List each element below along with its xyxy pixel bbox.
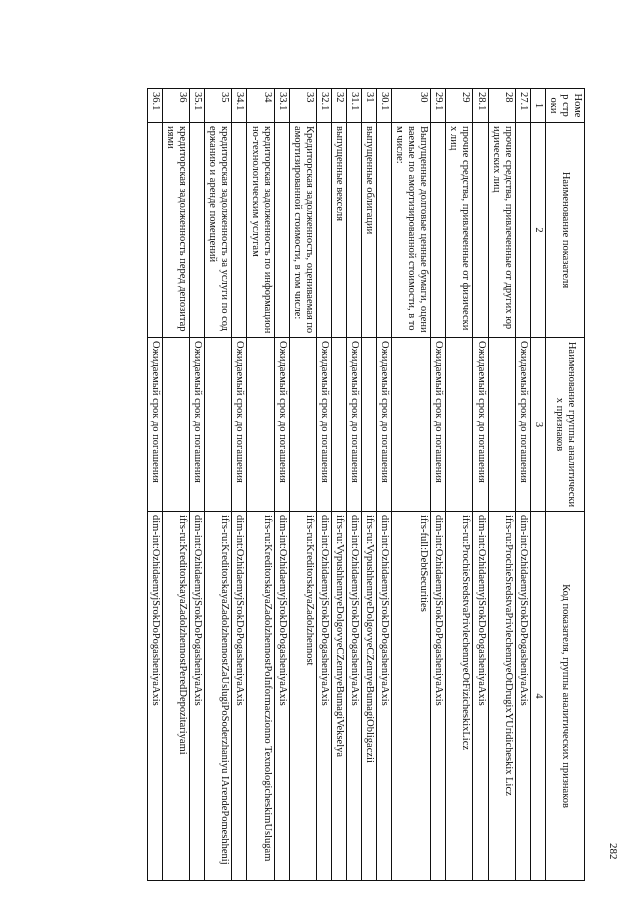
table-row	[205, 89, 232, 881]
table-row	[190, 89, 205, 881]
group-name-cell	[163, 338, 190, 512]
table-row	[163, 89, 190, 881]
group-name-cell: Ожидаемый срок до погашения	[377, 338, 392, 512]
group-name-cell	[488, 338, 515, 512]
row-number-cell: 29.1	[431, 89, 446, 123]
row-number-cell: 35.1	[190, 89, 205, 123]
group-name-cell: Ожидаемый срок до погашения	[431, 338, 446, 512]
group-name-cell: Ожидаемый срок до погашения	[232, 338, 247, 512]
indicator-code-cell: ifrs-ru:VypushhennyeDolgovyeCZennyeBumagiVekselya	[331, 512, 346, 881]
row-number-cell: 31.1	[346, 89, 361, 123]
indicator-name-cell: кредиторская задолженность по информационно-технологическим услугам	[247, 123, 274, 338]
indicator-name-cell: Кредиторская задолженность, оцениваемая по амортизированной стоимости, в том числе:	[289, 123, 316, 338]
row-number-cell: 31	[362, 89, 377, 123]
indicator-code-cell: dim-int:OzhidaemyjSrokDoPogasheniyaAxis	[232, 512, 247, 881]
group-name-cell	[446, 338, 473, 512]
indicator-code-cell: dim-int:OzhidaemyjSrokDoPogasheniyaAxis	[431, 512, 446, 881]
indicator-code-cell: dim-int:OzhidaemyjSrokDoPogasheniyaAxis	[377, 512, 392, 881]
group-name-cell	[247, 338, 274, 512]
indicator-name-cell	[346, 123, 361, 338]
table-row	[247, 89, 274, 881]
indicator-code-cell: ifrs-full:DebtSecurities	[392, 512, 431, 881]
indicator-name-cell: кредиторская задолженность за услуги по содержанию и аренде помещений	[205, 123, 232, 338]
table-row	[377, 89, 392, 881]
indicator-code-cell: dim-int:OzhidaemyjSrokDoPogasheniyaAxis	[515, 512, 530, 881]
indicator-code-cell: dim-int:OzhidaemyjSrokDoPogasheniyaAxis	[473, 512, 488, 881]
row-number-cell: 35	[205, 89, 232, 123]
indicator-code-cell: ifrs-ru:KreditorskayaZadolzhennostPeredDepozitariyami	[163, 512, 190, 881]
header-indicator-name: Наименование показателя	[545, 123, 584, 338]
row-number-cell: 36.1	[148, 89, 163, 123]
table-row	[289, 89, 316, 881]
row-number-cell: 28.1	[473, 89, 488, 123]
table-row	[446, 89, 473, 881]
table-body	[148, 89, 531, 881]
column-index: 1	[530, 89, 545, 123]
indicator-name-cell	[274, 123, 289, 338]
indicator-code-cell: ifrs-ru:VypushhennyeDolgovyeCZennyeBumagiObligaczii	[362, 512, 377, 881]
header-group-name: Наименование группы аналитических признаков	[545, 338, 584, 512]
table-row	[473, 89, 488, 881]
group-name-cell	[205, 338, 232, 512]
row-number-cell: 27.1	[515, 89, 530, 123]
table-row	[232, 89, 247, 881]
indicator-code-cell: dim-int:OzhidaemyjSrokDoPogasheniyaAxis	[274, 512, 289, 881]
group-name-cell: Ожидаемый срок до погашения	[346, 338, 361, 512]
row-number-cell: 32	[331, 89, 346, 123]
table-header-row	[545, 89, 584, 881]
table-row	[488, 89, 515, 881]
indicator-name-cell	[431, 123, 446, 338]
group-name-cell: Ожидаемый срок до погашения	[473, 338, 488, 512]
indicator-code-cell: ifrs-ru:ProchieSredstvaPrivlechennyeOtDrugixYUridicheskix Licz	[488, 512, 515, 881]
page-number: 282	[607, 843, 619, 860]
column-index-row	[530, 89, 545, 881]
indicator-name-cell	[515, 123, 530, 338]
group-name-cell: Ожидаемый срок до погашения	[515, 338, 530, 512]
row-number-cell: 30.1	[377, 89, 392, 123]
column-index: 2	[530, 123, 545, 338]
row-number-cell: 30	[392, 89, 431, 123]
table-row	[274, 89, 289, 881]
table-row	[362, 89, 377, 881]
indicator-name-cell: кредиторская задолженность перед депозитариями	[163, 123, 190, 338]
row-number-cell: 36	[163, 89, 190, 123]
indicator-code-cell: ifrs-ru:KreditorskayaZadolzhennost	[289, 512, 316, 881]
row-number-cell: 33.1	[274, 89, 289, 123]
row-number-cell: 34.1	[232, 89, 247, 123]
row-number-cell: 33	[289, 89, 316, 123]
group-name-cell	[392, 338, 431, 512]
indicator-code-cell: ifrs-ru:KreditorskayaZadolzhennostPoInformaczionno TexnologicheskimUslugam	[247, 512, 274, 881]
indicator-code-cell: dim-int:OzhidaemyjSrokDoPogasheniyaAxis	[190, 512, 205, 881]
column-index: 4	[530, 512, 545, 881]
indicator-code-cell: dim-int:OzhidaemyjSrokDoPogasheniyaAxis	[148, 512, 163, 881]
indicator-name-cell: прочие средства, привлеченные от физических лиц	[446, 123, 473, 338]
indicators-table	[147, 88, 585, 881]
group-name-cell	[362, 338, 377, 512]
row-number-cell: 34	[247, 89, 274, 123]
indicator-name-cell: выпущенные векселя	[331, 123, 346, 338]
table-row	[392, 89, 431, 881]
table-row	[316, 89, 331, 881]
indicator-code-cell: dim-int:OzhidaemyjSrokDoPogasheniyaAxis	[316, 512, 331, 881]
indicator-name-cell	[232, 123, 247, 338]
indicator-name-cell	[473, 123, 488, 338]
indicator-name-cell	[377, 123, 392, 338]
indicator-code-cell: dim-int:OzhidaemyjSrokDoPogasheniyaAxis	[346, 512, 361, 881]
indicator-name-cell	[148, 123, 163, 338]
indicator-name-cell	[316, 123, 331, 338]
row-number-cell: 28	[488, 89, 515, 123]
header-indicator-code: Код показателя, группы аналитических признаков	[545, 512, 584, 881]
table-row	[331, 89, 346, 881]
column-index: 3	[530, 338, 545, 512]
indicator-name-cell: Выпущенные долговые ценные бумаги, оцениваемые по амортизированной стоимости, в том числе:	[392, 123, 431, 338]
group-name-cell: Ожидаемый срок до погашения	[274, 338, 289, 512]
group-name-cell: Ожидаемый срок до погашения	[148, 338, 163, 512]
indicator-name-cell: выпущенные облигации	[362, 123, 377, 338]
row-number-cell: 32.1	[316, 89, 331, 123]
row-number-cell: 29	[446, 89, 473, 123]
header-row-number: Номер строки	[545, 89, 584, 123]
table-row	[148, 89, 163, 881]
group-name-cell	[289, 338, 316, 512]
indicator-name-cell	[190, 123, 205, 338]
group-name-cell	[331, 338, 346, 512]
group-name-cell: Ожидаемый срок до погашения	[316, 338, 331, 512]
indicator-code-cell: ifrs-ru:ProchieSredstvaPrivlechennyeOtFizicheskixLicz	[446, 512, 473, 881]
table-row	[431, 89, 446, 881]
indicator-name-cell: прочие средства, привлеченные от других юридических лиц	[488, 123, 515, 338]
table-row	[515, 89, 530, 881]
group-name-cell: Ожидаемый срок до погашения	[190, 338, 205, 512]
table-row	[346, 89, 361, 881]
indicator-code-cell: ifrs-ru:KreditorskayaZadolzhennostZaUslugiPoSoderzhaniyu IArendePomeshhenij	[205, 512, 232, 881]
